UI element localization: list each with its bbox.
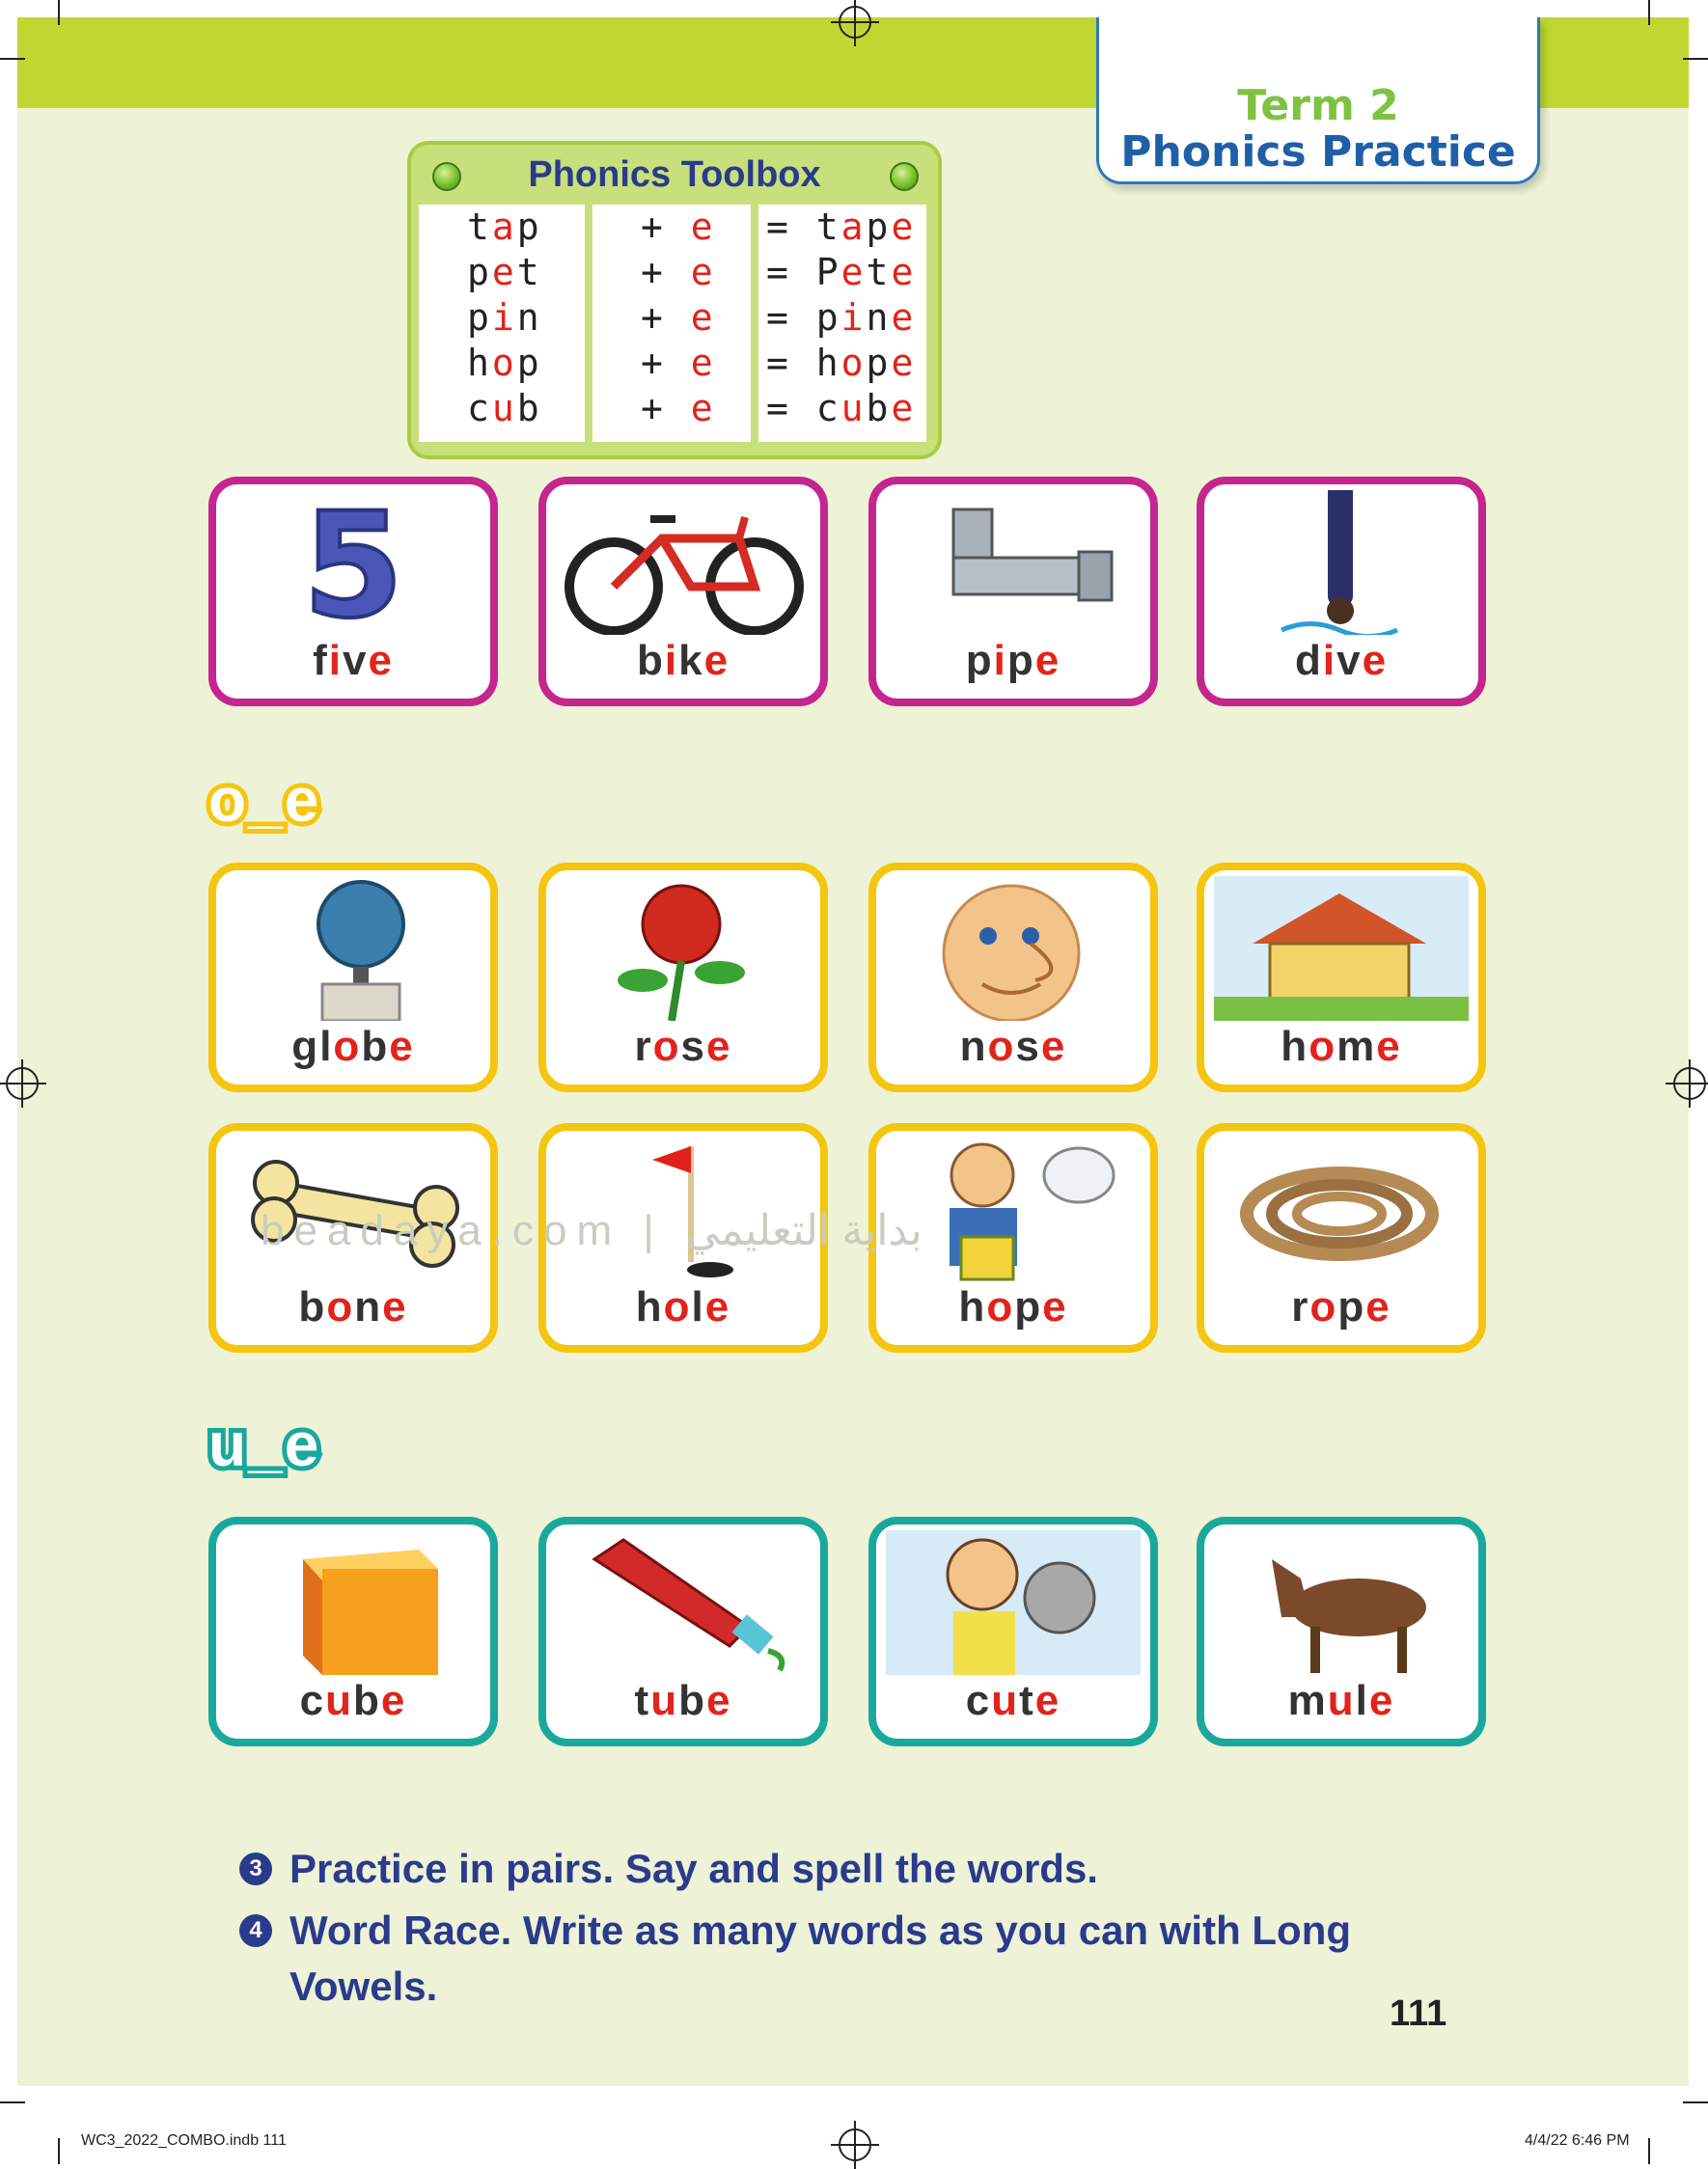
word-letter: u [650,1677,679,1724]
boy-gift-icon [886,1137,1141,1281]
word-letter: e [1034,1677,1061,1724]
word-label [1204,1023,1478,1071]
toolbox-result-word: = Pete [766,251,917,293]
word-card-nose [868,863,1158,1092]
word-letter: m [1336,1023,1377,1070]
word-letter: u [991,1677,1020,1724]
term-label: Term 2 [1237,81,1399,130]
word-letter: l [319,1023,334,1070]
toolbox-plus-column [592,205,751,442]
word-letter: o [333,1023,362,1070]
word-label [876,1677,1150,1725]
word-letter: e [703,637,730,684]
word-letter: e [1042,1283,1068,1331]
globe-icon [226,876,481,1021]
crop-mark [58,0,60,25]
word-letter: v [1336,637,1363,684]
word-letter: e [1368,1677,1395,1724]
footer-file-info: WC3_2022_COMBO.indb 111 [81,2132,287,2149]
page-number: 111 [1390,1993,1447,2034]
crop-mark [1648,0,1650,25]
word-letter: b [298,1283,327,1331]
word-letter: p [1006,637,1035,684]
word-card-five [208,477,498,706]
toolbox-base-word: cub [467,387,542,429]
word-card-mule [1197,1517,1486,1746]
toolbox-plus-e: + e [641,296,716,339]
toolbox-title: Phonics Toolbox [528,154,821,195]
word-label [216,637,490,685]
word-letter: i [664,637,679,684]
word-letter: e [1376,1023,1402,1070]
svg-text:5: 5 [302,490,404,635]
word-card-cute [868,1517,1158,1746]
word-letter: p [1337,1283,1366,1331]
tube-icon [556,1530,811,1675]
toolbox-base-word: pet [467,251,542,293]
word-letter: h [1281,1023,1309,1070]
face-nose-icon [886,876,1141,1021]
toolbox-plus-e: + e [641,387,716,429]
word-letter: s [1015,1023,1041,1070]
word-letter: u [325,1677,353,1724]
crop-mark [1683,2101,1708,2103]
word-letter: b [353,1677,381,1724]
toolbox-base-word: pin [467,296,542,339]
mule-icon [1214,1530,1469,1675]
word-label [1204,637,1478,685]
word-card-bike [538,477,828,706]
word-letter: o [652,1023,681,1070]
word-card-globe [208,863,498,1092]
word-letter: i [1322,637,1337,684]
word-letter: b [361,1023,390,1070]
instruction-text: Word Race. Write as many words as you can with Long Vowels. [289,1908,1352,2009]
cube-icon [226,1530,481,1675]
word-letter: k [678,637,704,684]
word-letter: h [635,1283,664,1331]
word-label [546,1677,820,1725]
toolbox-plus-e: + e [641,251,716,293]
instruction-4 [239,1903,1494,2015]
word-letter: o [987,1023,1016,1070]
word-letter: r [1291,1283,1310,1331]
word-letter: n [354,1283,383,1331]
word-letter: d [1294,637,1323,684]
toolbox-result-word: = hope [766,342,917,384]
toolbox-plus-e: + e [641,206,716,248]
instruction-number: 4 [239,1914,272,1947]
word-letter: o [1309,1283,1338,1331]
word-letter: e [368,637,394,684]
rose-icon [556,876,811,1021]
word-letter: m [1287,1677,1328,1724]
word-label [876,1023,1150,1071]
word-letter: t [1019,1677,1035,1724]
word-label [546,1023,820,1071]
instruction-text: Practice in pairs. Say and spell the words. [289,1846,1098,1891]
section-heading-u-e: u_e [208,1410,321,1479]
section-heading-o-e: o_e [208,765,321,835]
crop-mark [1648,2138,1650,2164]
word-label [876,637,1150,685]
word-letter: e [706,1023,732,1070]
word-letter: i [993,637,1007,684]
word-label [216,1023,490,1071]
word-card-cube [208,1517,498,1746]
instruction-number: 3 [239,1853,272,1885]
word-label [1204,1283,1478,1332]
word-letter: p [1014,1283,1043,1331]
word-letter: h [958,1283,987,1331]
word-letter: s [680,1023,706,1070]
word-label [876,1283,1150,1332]
word-card-pipe [868,477,1158,706]
word-letter: f [313,637,329,684]
term-tab [1096,17,1540,184]
word-letter: e [1365,1283,1391,1331]
word-letter: b [678,1677,706,1724]
word-letter: o [326,1283,355,1331]
crop-mark [0,58,25,60]
word-letter: e [389,1023,415,1070]
word-letter: g [291,1023,320,1070]
number-five-icon [226,490,481,635]
word-letter: e [705,1677,732,1724]
word-letter: t [634,1677,651,1724]
registration-mark-top [839,6,871,39]
word-letter: e [1040,1023,1067,1070]
word-card-rope [1197,1123,1486,1353]
rope-icon [1214,1137,1469,1281]
word-card-rose [538,863,828,1092]
pipe-icon [886,490,1141,635]
crop-mark [1683,58,1708,60]
phonics-toolbox [407,141,942,459]
word-letter: o [1309,1023,1337,1070]
word-letter: e [704,1283,731,1331]
crop-mark [58,2138,60,2164]
word-letter: n [959,1023,988,1070]
girl-koala-icon [886,1530,1141,1675]
bike-icon [556,490,811,635]
toolbox-result-word: = tape [766,206,917,248]
word-letter: l [1355,1677,1369,1724]
house-icon [1214,876,1469,1021]
registration-mark-bottom [839,2128,871,2161]
page-title: Phonics Practice [1120,127,1516,177]
word-card-home [1197,863,1486,1092]
word-letter: e [1034,637,1061,684]
word-letter: i [328,637,343,684]
crop-mark [0,2101,25,2103]
registration-mark-left [6,1067,39,1100]
diver-icon [1214,490,1469,635]
word-letter: r [634,1023,653,1070]
toolbox-result-word: = pine [766,296,917,339]
word-letter: e [380,1677,407,1724]
word-letter: c [299,1677,326,1724]
toolbox-result-column [758,205,926,442]
word-letter: o [986,1283,1015,1331]
word-letter: c [965,1677,992,1724]
registration-mark-right [1673,1067,1706,1100]
word-letter: e [1362,637,1389,684]
toolbox-result-word: = cube [766,387,917,429]
toolbox-base-word: tap [467,206,542,248]
word-letter: v [342,637,369,684]
instruction-3 [239,1841,1494,1897]
word-label [216,1677,490,1725]
word-label [1204,1677,1478,1725]
word-letter: o [663,1283,692,1331]
word-letter: e [382,1283,408,1331]
word-label [546,637,820,685]
word-card-tube [538,1517,828,1746]
toolbox-plus-e: + e [641,342,716,384]
toolbox-base-column [419,205,585,442]
word-letter: p [965,637,994,684]
word-card-dive [1197,477,1486,706]
word-letter: l [691,1283,705,1331]
word-letter: u [1327,1677,1356,1724]
word-label [546,1283,820,1332]
word-letter: b [636,637,665,684]
word-label [216,1283,490,1332]
footer-date: 4/4/22 6:46 PM [1525,2132,1630,2149]
watermark: beadaya.com | بداية التعليمي [261,1207,923,1254]
toolbox-base-word: hop [467,342,542,384]
